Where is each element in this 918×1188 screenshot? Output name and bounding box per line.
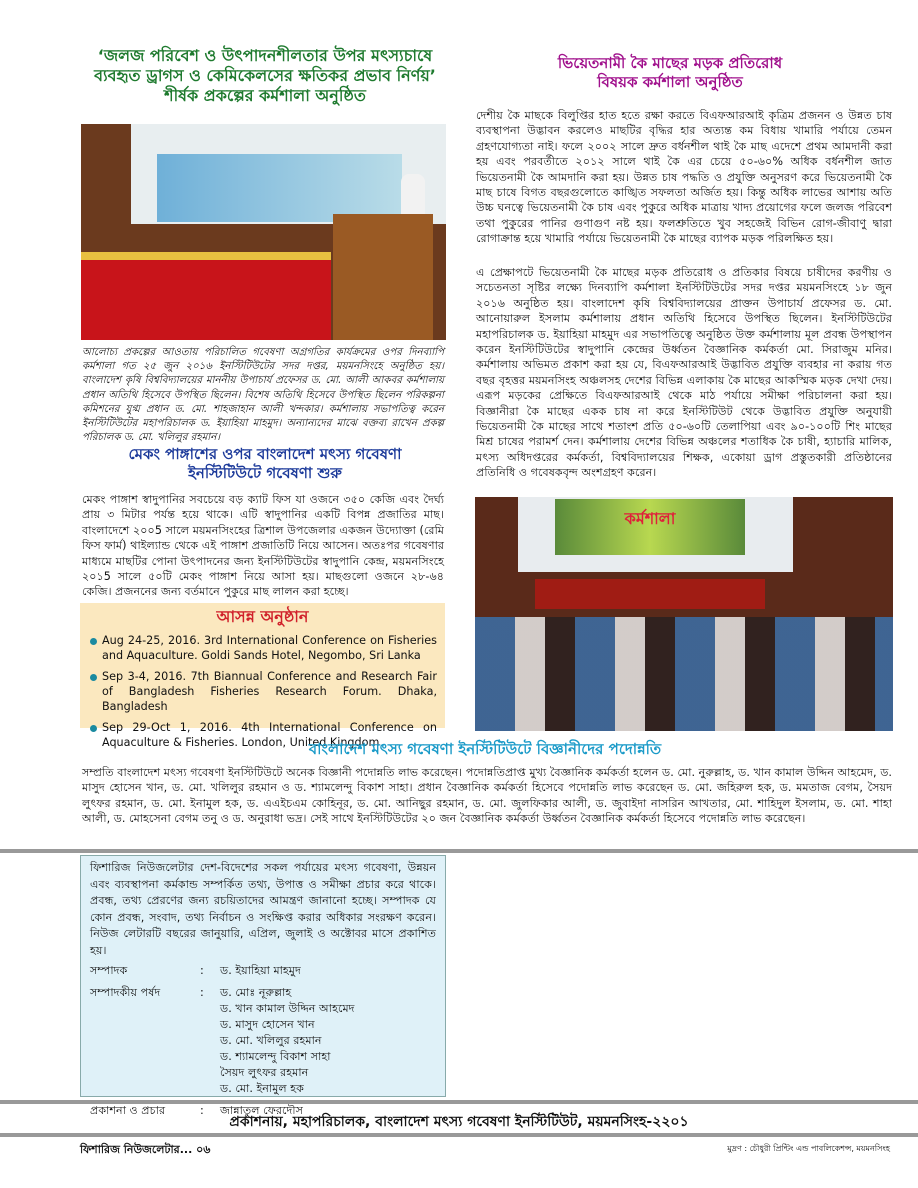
publisher-line: প্রকাশনায়, মহাপরিচালক, বাংলাদেশ মৎস্য গবেষণা ইনস্টিটিউট, ময়মনসিংহ-২২০১ xyxy=(229,1114,689,1130)
article1-title xyxy=(70,46,460,106)
divider xyxy=(0,1100,918,1104)
article3-para1: দেশীয় কৈ মাছকে বিলুপ্তির হাত হতে রক্ষা করতে বিএফআরআই কৃত্রিম প্রজনন ও উন্নত চাষ ব্যবস্থাপনা উদ্ভাবন করলেও মাছটির বৃদ্ধির হার অত্যন্ত কম বিধায় খামারি পর্যায়ে তেমন গ্রহণযোগ্যতা নাই। ফলে ২০০২ সালে দ্রুত বর্ধনশীল থাই কৈ মাছ এদেশে প্রথম আমদানী করা হয় এবং পরবর্তীতে ২০১২ সালে থাই কৈ এর চেয়ে ৫০-৬০% অধিক বর্ধনশীল জাত ভিয়েতনামী কৈ আমদানি করা হয়। উন্নত চাষ পদ্ধতি ও প্রযুক্তি অনুসরণ করে ভিয়েতনামী কৈ মাছ চাষে বিগত বছরগুলোতে কাঙ্খিত সফলতা অর্জিত হয়। কিন্তু অধিক লাভের আশায় অতি উচ্চ ঘনত্বে ভিয়েতনামী কৈ চাষ এবং পুকুরে অধিক মাত্রায় খাদ্য প্রয়োগের ফলে জলজ পরিবেশ তথা পুকুরের পানির গুণাগুণ নষ্ট হয়। ফলশ্রুতিতে খুব সহজেই বিভিন রোগ-জীবাণু দ্বারা রোগাক্রান্ত হয়ে খামারি পর্যায়ে ভিয়েতনামী কৈ মাছের ব্যাপক মড়ক পরিলক্ষিত হয়। xyxy=(476,109,892,246)
article4-body: সম্প্রতি বাংলাদেশ মৎস্য গবেষণা ইনস্টিটিউটে অনেক বিজ্ঞানী পদোন্নতি লাভ করেছেন। পদোন্নতিপ্রাপ্ত মুখ্য বৈজ্ঞানিক কর্মকর্তা হলেন ড. মো. নুরুল্লাহ, ড. খান কামাল উদ্দিন আহমেদ, ড. মাসুদ হোসেন খান, ড. মো. খলিলুর রহমান ও ড. শ্যামলেন্দু বিকাশ সাহা। প্রধান বৈজ্ঞানিক কর্মকর্তা হিসেবে পদোন্নতি লাভ করেছেন ড. মো. জহিরুল হক, ড. মমতাজ বেগম, সৈয়দ লুৎফর রহমান, ড. মো. ইনামুল হক, ড. এএইচএম কোহিনূর, ড. মো. আনিছুর রহমান, ড. মো. জুলফিকার আলী, ড. জুবাইদা নাসরিন আখতার, মো. শাহিদুল ইসলাম, ড. মো. শাহা আলী, ড. মোহসেনা বেগম তনু ও ড. অনুরাধা ভদ্র। সেই সাথে ইনস্টিটিউটের ২০ জন বৈজ্ঞানিক কর্মকর্তা উর্ধ্বতন বৈজ্ঞানিক কর্মকর্তা হিসেবে পদোন্নতি লাভ করেছেন। xyxy=(82,766,892,826)
workshop-photo-1 xyxy=(81,124,446,340)
events-title: আসন্ন অনুষ্ঠান xyxy=(216,607,309,626)
editor-row xyxy=(90,963,436,979)
event-text: Sep 29-Oct 1, 2016. 4th International Conference on Aquaculture & Fisheries. London, United Kingdom xyxy=(102,721,437,749)
board-member: ড. মো. ইনামুল হক xyxy=(220,1082,305,1095)
event-item xyxy=(88,633,437,663)
article3-para2: এ প্রেক্ষাপটে ভিয়েতনামী কৈ মাছের মড়ক প্রতিরোধ ও প্রতিকার বিষয়ে চাষীদের করণীয় ও সচেতনতা সৃষ্টির লক্ষ্যে দিনব্যাপি কর্মশালা ইনস্টিটিউটের সদর দপ্তর ময়মনসিংহে ১৮ জুন ২০১৬ অনুষ্ঠিত হয়। বাংলাদেশ কৃষি বিশ্ববিদ্যালয়ের প্রাক্তন উপাচার্য প্রফেসর ড. মো. আনোয়ারুল ইসলাম কর্মশালায় প্রধান অতিথি হিসেবে উপস্থিত ছিলেন। ইনস্টিটিউটের মহাপরিচালক ড. ইয়াহিয়া মাহমুদ এর সভাপতিত্বে অনুষ্ঠিত উক্ত কর্মশালায় মূল প্রবন্ধ উপস্থাপন করেন ইনস্টিটিউটের স্বাদুপানি কেন্দ্রের উর্ধ্বতন বৈজ্ঞানিক কর্মকর্তা মো. সিরাজুম মনির। কর্মশালায় অভিমত প্রকাশ করা হয় যে, বিএফআরআই উদ্ভাবিত প্রযুক্তি ব্যবহার না করায় গত বছর বৃহত্তর ময়মনসিংহ অঞ্চলসহ দেশের বিভিন্ন এলাকায় কৈ মাছের আকস্মিক মড়ক দেখা দেয়। এরূপ মড়কের প্রেক্ষিতে বিএফআরআই থেকে মাঠ পর্যায়ে সমীক্ষা পরিচালনা করা হয়। বিজ্ঞানীরা কৈ মাছের একক চাষ না করে ইনস্টিটিউট থেকে উদ্ভাবিত প্রযুক্তি অনুযায়ী ভিয়েতনামী কৈ মাছের সাথে শতাংশ প্রতি ৫০-৬০টি তেলাপিয়া এবং ৯০-১০০টি শিং মাছের মিশ্র চাষের পরামর্শ দেন। কর্মশালায় দেশের বিভিন্ন অঞ্চলের শতাধিক কৈ চাষী, হ্যাচারি মালিক, মৎস্য অধিদপ্তরের কর্মকর্তা, বিশ্ববিদ্যালয়ের শিক্ষক, একোয়া ড্রাগ প্রস্তুতকারী প্রতিষ্ঠানের প্রতিনিধি ও গবেষকবৃন্দ অংশগ্রহণ করেন। xyxy=(476,266,892,480)
printer-credit: মুদ্রণ : চৌধুরী প্রিন্টিং এন্ড পাবলিকেশন্স, ময়মনসিংহ xyxy=(727,1144,890,1153)
board-label: সম্পাদকীয় পর্ষদ xyxy=(90,986,161,999)
bullet-icon xyxy=(90,674,97,681)
publicity-label: প্রকাশনা ও প্রচার xyxy=(90,1104,166,1117)
event-text: Aug 24-25, 2016. 3rd International Conference on Fisheries and Aquaculture. Goldi Sands Hotel, Negombo, Sri Lanka xyxy=(102,634,437,662)
divider xyxy=(0,1133,918,1137)
editor-label: সম্পাদক xyxy=(90,964,128,977)
colon: : xyxy=(200,1104,204,1117)
article4-title: বাংলাদেশ মৎস্য গবেষণা ইনস্টিটিউটে বিজ্ঞানীদের পদোন্নতি xyxy=(308,740,662,758)
bullet-icon xyxy=(90,638,97,645)
title-line: মেকং পাঙ্গাশের ওপর বাংলাদেশ মৎস্য গবেষণা xyxy=(128,445,402,463)
event-item xyxy=(88,669,437,714)
title-line: ইনস্টিটিউটে গবেষণা শুরু xyxy=(188,463,342,482)
board-member: সৈয়দ লুৎফর রহমান xyxy=(220,1066,309,1079)
board-member: ড. মো. খলিলুর রহমান xyxy=(220,1034,322,1047)
title-line: ব্যবহৃত ড্রাগস ও কেমিকেলসের ক্ষতিকর প্রভাব নির্ণয়’ xyxy=(94,66,436,85)
board-member: ড. মোঃ নূরুল্লাহ xyxy=(220,986,292,999)
banner-text: কর্মশালা xyxy=(624,509,676,528)
event-text: Sep 3-4, 2016. 7th Biannual Conference and Research Fair of Bangladesh Fisheries Research Forum. Dhaka, Bangladesh xyxy=(102,670,437,713)
title-line: শীর্ষক প্রকল্পের কর্মশালা অনুষ্ঠিত xyxy=(164,86,366,105)
board-member: ড. মাসুদ হোসেন খান xyxy=(220,1018,315,1031)
newsletter-page-number: ফিশারিজ নিউজলেটার... ০৬ xyxy=(80,1143,211,1156)
bullet-icon xyxy=(90,725,97,732)
newsletter-info-box xyxy=(80,855,446,1117)
title-line: ‘জলজ পরিবেশ ও উৎপাদনশীলতার উপর মৎস্যচাষে xyxy=(97,46,433,65)
workshop-photo-2 xyxy=(475,497,893,731)
upcoming-events-box xyxy=(80,603,445,749)
info-text: ফিশারিজ নিউজলেটার দেশ-বিদেশের সকল পর্যায়ের মৎস্য গবেষণা, উন্নয়ন এবং ব্যবস্থাপনা কর্মকান্ড সম্পর্কিত তথ্য, উপাত্ত ও সমীক্ষা প্রচার করে থাকে। প্রবন্ধ, তথ্য প্রেরণের জন্য রচয়িতাদের আমন্ত্রণ জানানো হচ্ছে। সম্পাদক যে কোন প্রবন্ধ, সংবাদ, তথ্য নির্বাচন ও সংক্ষিপ্ত করার অধিকার সংরক্ষণ করেন। নিউজ লেটারটি বছরের জানুয়ারি, এপ্রিল, জুলাই ও অক্টোবর মাসে প্রকাশিত হয়। xyxy=(90,861,436,957)
board-row xyxy=(90,985,436,1097)
article2-body: মেকং পাঙ্গাশ স্বাদুপানির সবচেয়ে বড় ক্যাট ফিস যা ওজনে ৩৫০ কেজি এবং দৈর্ঘ্য প্রায় ৩ মিটার পর্যন্ত হয়ে থাকে। এটি স্বাদুপানির একটি বিপন্ন প্রজাতির মাছ। বাংলাদেশে ২০০5 সালে ময়মনসিংহের ত্রিশাল উপজেলার একজন উদ্যোক্তা (রেমি ফিস ফার্ম) থাইল্যান্ড থেকে এই পাঙ্গাশ প্রজাতিটি নিয়ে আসেন। অতঃপর গবেষণার মাধ্যমে মাছটির পোনা উৎপাদনের জন্য ইনস্টিটিউটের স্বাদুপানি কেন্দ্র, ময়মনসিংহে ২০১5 সালে ৫০টি মেকং পাঙ্গাশ নিয়ে আসা হয়। মাছগুলো ওজনে ২৮-৬৪ কেজি। প্রজননের জন্য বর্তমানে পুকুরে মাছ লালন করা হচ্ছে। xyxy=(82,493,444,599)
publicity-name: জান্নাতুল ফেরদৌস xyxy=(220,1104,304,1117)
article3-title xyxy=(475,54,865,92)
divider xyxy=(0,849,918,853)
article2-title xyxy=(70,445,460,483)
board-member: ড. খান কামাল উদ্দিন আহমেদ xyxy=(220,1002,355,1015)
title-line: ভিয়েতনামী কৈ মাছের মড়ক প্রতিরোধ xyxy=(557,54,783,72)
title-line: বিষয়ক কর্মশালা অনুষ্ঠিত xyxy=(597,72,743,91)
colon: : xyxy=(200,964,204,977)
editor-name: ড. ইয়াহিয়া মাহমুদ xyxy=(220,964,301,977)
board-member: ড. শ্যামলেন্দু বিকাশ সাহা xyxy=(220,1050,331,1063)
article1-caption: আলোচ্য প্রকল্পের আওতায় পরিচালিত গবেষণা অগ্রগতির কার্যক্রমের ওপর দিনব্যাপি কর্মশালা গত ২৫ জুন ২০১৬ ইনস্টিটিউটের সদর দপ্তর, ময়মনসিংহে অনুষ্ঠিত হয়। বাংলাদেশ কৃষি বিশ্ববিদ্যালয়ের মাননীয় উপাচার্য প্রফেসর ড. মো. আলী আকবর কর্মশালায় প্রধান অতিথি হিসেবে উপস্থিত ছিলেন। বিশেষ অতিথি হিসেবে উপস্থিত ছিলেন পরিকল্পনা কমিশনের যুগ্ম প্রধান ড. মো. শাহজাহান আলী খন্দকার। কর্মশালায় সভাপতিত্ব করেন ইনস্টিটিউটের মহাপরিচালক ড. ইয়াহিয়া মাহমুদ। অন্যান্যদের মাঝে বক্তব্য রাখেন প্রকল্প পরিচালক ড. মো. খলিলুর রহমান। xyxy=(82,347,444,444)
colon: : xyxy=(200,986,204,999)
